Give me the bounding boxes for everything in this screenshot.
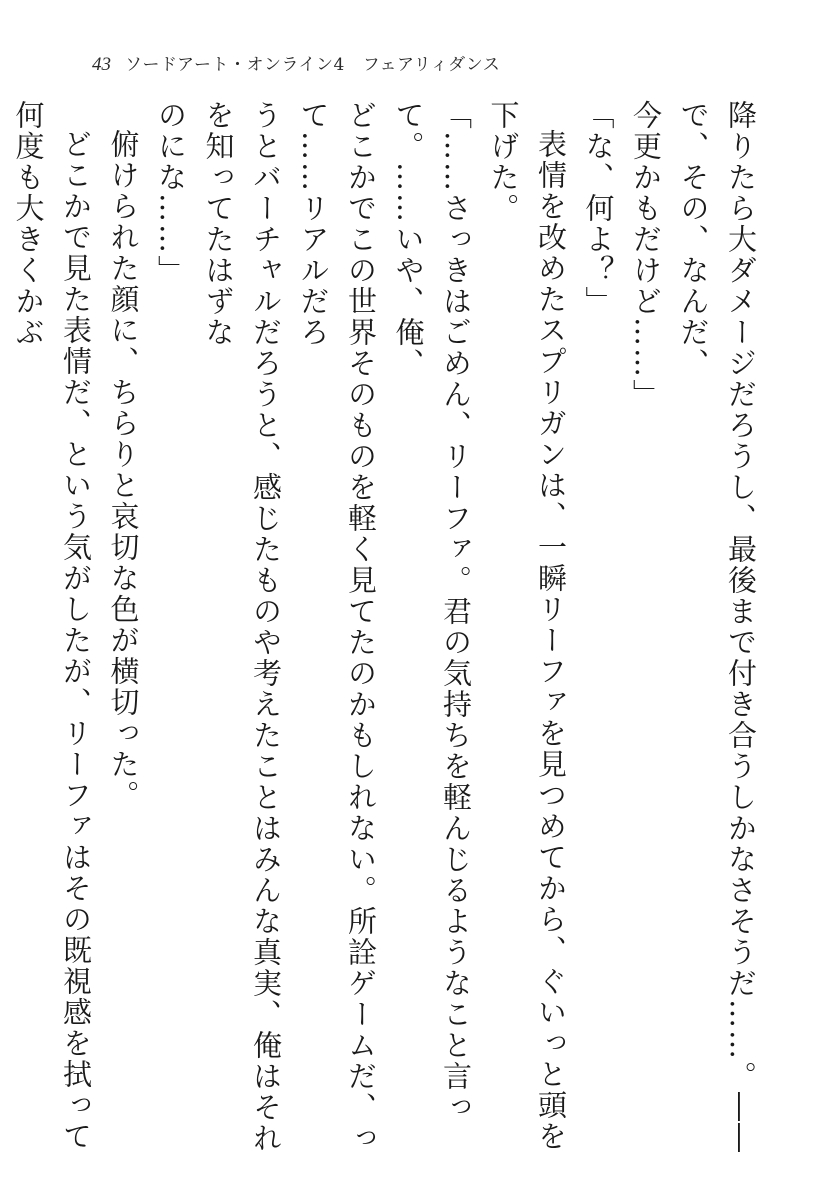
text-line: どこかでこの世界そのものを軽く見てたのかもしれない。所詮ゲームだ、って……リアルだろ [296,100,378,1154]
chapter-title: フェアリィダンス [362,55,501,75]
text-line [0,100,4,1170]
book-title: ソードアート・オンライン4 [125,55,345,75]
text-line: どこかで見た表情だ、という気がしたが、リーファはその既視感を拭って何度も大きくかぶ [11,100,93,1152]
text-line: 「……さっきはごめん、リーファ。君の気持ちを軽んじるようなこと言って。……いや、俺、 [391,100,473,1123]
body-text [11,100,764,1170]
text-line: のにな……」 [154,100,188,286]
text-line: 表情を改めたスプリガンは、一瞬リーファを見つめてから、ぐいっと頭を下げた。 [486,100,568,1152]
running-head [92,50,500,74]
text-line: 今更かもだけど……」 [629,100,663,410]
text-line: 「な、何よ？」 [581,100,616,317]
page-number: 43 [92,54,111,75]
text-line: 降りたら大ダメージだろうし、最後まで付き合うしかなさそうだ……。――で、その、なんだ、 [676,100,758,1154]
text-line: うとバーチャルだろうと、感じたものや考えたことはみんな真実、俺はそれを知ってたはずな [201,100,283,1154]
text-line: 俯けられた顔に、ちらりと哀切な色が横切った。 [106,129,141,811]
